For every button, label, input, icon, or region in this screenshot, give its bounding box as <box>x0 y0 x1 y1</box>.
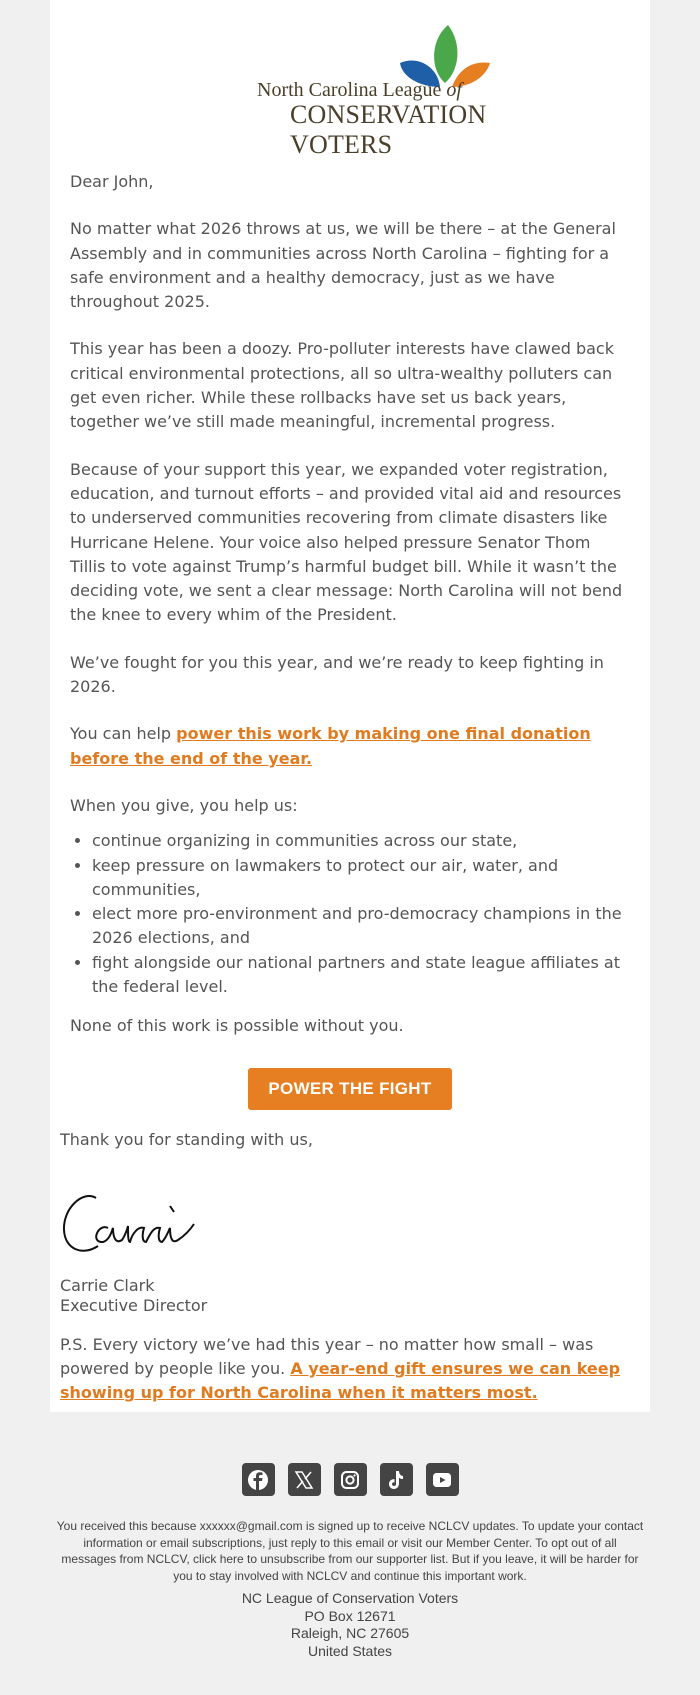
email-card <box>50 0 650 1412</box>
benefits-list <box>92 829 630 999</box>
instagram-icon[interactable] <box>334 1463 367 1496</box>
legal-notice: You received this because xxxxxx@gmail.com is signed up to receive NCLCV updates. To update your contact information or email subscriptions, just reply to this email or visit our Member Center. To opt out of all messages from NCLCV, click here to unsubscribe from our supporter list. But if you leave, it will be harder for you to stay involved with NCLCV and continue this important work. <box>56 1519 644 1583</box>
greeting: Dear John, <box>70 172 154 191</box>
ps-donate-link[interactable]: A year-end gift ensures we can keep showing up for North Carolina when it matters most. <box>60 1359 621 1402</box>
youtube-icon[interactable] <box>426 1463 459 1496</box>
closing: Thank you for standing with us, <box>60 1130 313 1149</box>
donate-link[interactable]: power this work by making one final donation before the end of the year. <box>70 724 591 768</box>
address-line: United States <box>307 1642 393 1659</box>
nclcv-logo <box>200 25 540 159</box>
letter-body <box>70 170 630 1062</box>
paragraph: We’ve fought for you this year, and we’re ready to keep fighting in 2026. <box>70 652 604 697</box>
list-item: • continue organizing in communities across our state, <box>92 829 630 853</box>
list-item: • elect more pro-environment and pro-democracy champions in the 2026 elections, and <box>92 902 630 951</box>
paragraph: No matter what 2026 throws at us, we will be there – at the General Assembly and in communities across North Carolina – fighting for a safe environment and a healthy democracy, just as we have throughout 2025. <box>70 219 616 312</box>
list-item: • fight alongside our national partners and state league affiliates at the federal level. <box>92 951 630 1000</box>
logo-line1: North Carolina League of <box>257 79 462 101</box>
address-line: PO Box 12671 <box>304 1607 396 1624</box>
address-line: Raleigh, NC 27605 <box>290 1625 410 1641</box>
power-the-fight-button[interactable]: POWER THE FIGHT <box>248 1068 452 1110</box>
paragraph: When you give, you help us: <box>70 795 298 815</box>
x-icon[interactable] <box>288 1463 321 1496</box>
logo-line2: CONSERVATION VOTERS <box>290 100 487 159</box>
signer-name: Carrie Clark <box>60 1276 155 1295</box>
postscript: P.S. Every victory we’ve had this year – no matter how small – was powered by people like you. A year-end gift ensures we can keep showing up for North Carolina when it matters most. <box>60 1335 621 1402</box>
paragraph: None of this work is possible without you. <box>70 1016 404 1036</box>
facebook-icon[interactable] <box>242 1463 275 1496</box>
address-line: NC League of Conservation Voters <box>241 1590 459 1606</box>
signature <box>58 1168 218 1268</box>
tiktok-icon[interactable] <box>380 1463 413 1496</box>
social-links <box>0 1463 700 1496</box>
paragraph: Because of your support this year, we expanded voter registration, education, and turnout efforts – and provided vital aid and resources to underserved communities recovering from climate disasters like Hurricane Helene. Your voice also helped pressure Senator Thom Tillis to vote against Trump’s harmful budget bill. While it wasn’t the deciding vote, we sent a clear message: North Carolina will not bend the knee to every whim of the President. <box>70 459 623 625</box>
signer-title: Executive Director <box>60 1296 208 1315</box>
mailing-address <box>0 1590 700 1660</box>
list-item: • keep pressure on lawmakers to protect our air, water, and communities, <box>92 854 630 903</box>
paragraph: You can help power this work by making one final donation before the end of the year. <box>70 724 591 768</box>
paragraph: This year has been a doozy. Pro-polluter interests have clawed back critical environmental protections, all so ultra-wealthy polluters can get even richer. While these rollbacks have set us back years, together we’ve still made meaningful, incremental progress. <box>70 339 614 432</box>
signer <box>60 1276 207 1316</box>
